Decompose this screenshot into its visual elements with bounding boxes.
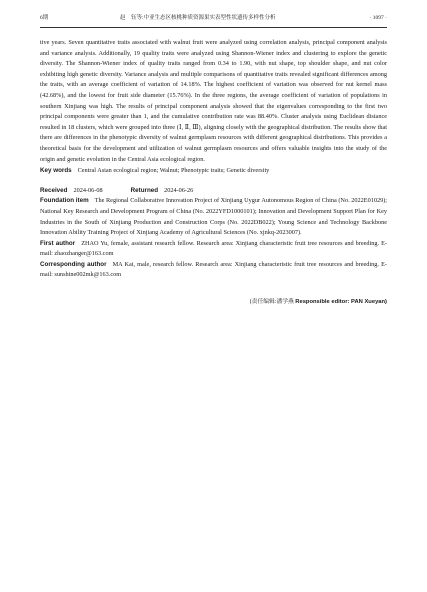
foundation-item xyxy=(40,196,387,238)
first-author xyxy=(40,239,387,260)
responsible-editor xyxy=(40,297,387,308)
returned-date: 2024-06-26 xyxy=(164,186,194,194)
keywords-label: Key words xyxy=(40,167,72,175)
corresponding-author-label: Corresponding author xyxy=(40,260,107,268)
first-author-text: ZHAO Yu, female, assistant research fellow. Research area: Xinjiang characteristic fruit tree resources and breeding. E-mail: zhaozhanger@163.com xyxy=(40,239,387,258)
received-label: Received xyxy=(40,186,68,194)
article-body xyxy=(40,38,387,308)
abstract xyxy=(40,38,387,165)
editor-en: Responsible editor: PAN Xueyan) xyxy=(295,299,387,306)
dates-line xyxy=(40,186,387,197)
editor-cn: (责任编辑:潘学燕 xyxy=(249,299,294,306)
foundation-text: The Regional Collaborative Innovation Project of Xinjiang Uygur Autonomous Region of China (No. 2022E01029); National Key Research and Development Program of China (No. 2022YFD1000101); Innovation and Development Support Plan for Key Industries in the South of Xinjiang Production and Construction Corps (No. 2022DB022); Young Science and Technology Backbone Innovation Ability Training Project of Xinjiang Academy of Agricultural Sciences (No. xjnkq-2023007). xyxy=(40,197,388,237)
keywords-text: Central Asian ecological region; Walnut; Phenotypic traits; Genetic diversity xyxy=(77,167,270,175)
article-info xyxy=(40,186,387,281)
page-header xyxy=(40,12,387,24)
returned-label: Returned xyxy=(130,186,159,194)
issue-number: 6期 xyxy=(40,15,49,21)
corresponding-author xyxy=(40,260,387,281)
abstract-text: tive years. Seven quantitative traits associated with walnut fruit were analyzed using correlation analysis, principal component analysis and variance analysis. Additionally, 19 quality traits were analyzed using Shannon-Wiener index and clustering to explore the genetic diversity. The Shannon-Wiener index of quality traits ranged from 0.34 to 1.90, with nut shape, top shoulder shape, and nut color exhibiting high genetic diversity. Variance analysis and multiple comparisons of quantitative traits revealed significant differences among the traits, with an average coefficient of variation of 14.18%. The highest coefficient of variation was observed for nut kernel mass (42.68%), and the lowest for fruit side diameter (15.76%). In the three regions, the average coefficient of variation of populations in southern Xinjiang was high. The results of principal component analysis showed that the eigenvalues corresponding to the first two principal components were greater than 1, and the cumulative contribution rate was 88.40%. Cluster analysis using Euclidean distance resulted in 18 clusters, which were grouped into three (Ⅰ, Ⅱ, Ⅲ), aligning closely with the geographical distribution. The results show that there are differences in the phenotypic diversity of walnut germplasm resources with different geographical distributions. This provides a theoretical basis for the development and utilization of walnut germplasm resources and offers valuable insights into the study of the origin and genetic evolution in the Central Asia ecological region. xyxy=(40,39,387,163)
foundation-label: Foundation item xyxy=(40,197,89,205)
received-date: 2024-06-08 xyxy=(73,186,103,194)
page-number: · 1097 · xyxy=(369,15,387,21)
corresponding-author-text: MA Kai, male, research fellow. Research area: Xinjiang characteristic fruit tree resources and breeding. E-mail: sunshine002mk@163.com xyxy=(40,260,387,279)
keywords xyxy=(40,166,387,177)
first-author-label: First author xyxy=(40,239,76,247)
header-rule xyxy=(40,27,387,28)
running-title: 赵 钰等:中亚生态区核桃种质资源果实表型性状遗传多样性分析 xyxy=(120,15,276,21)
